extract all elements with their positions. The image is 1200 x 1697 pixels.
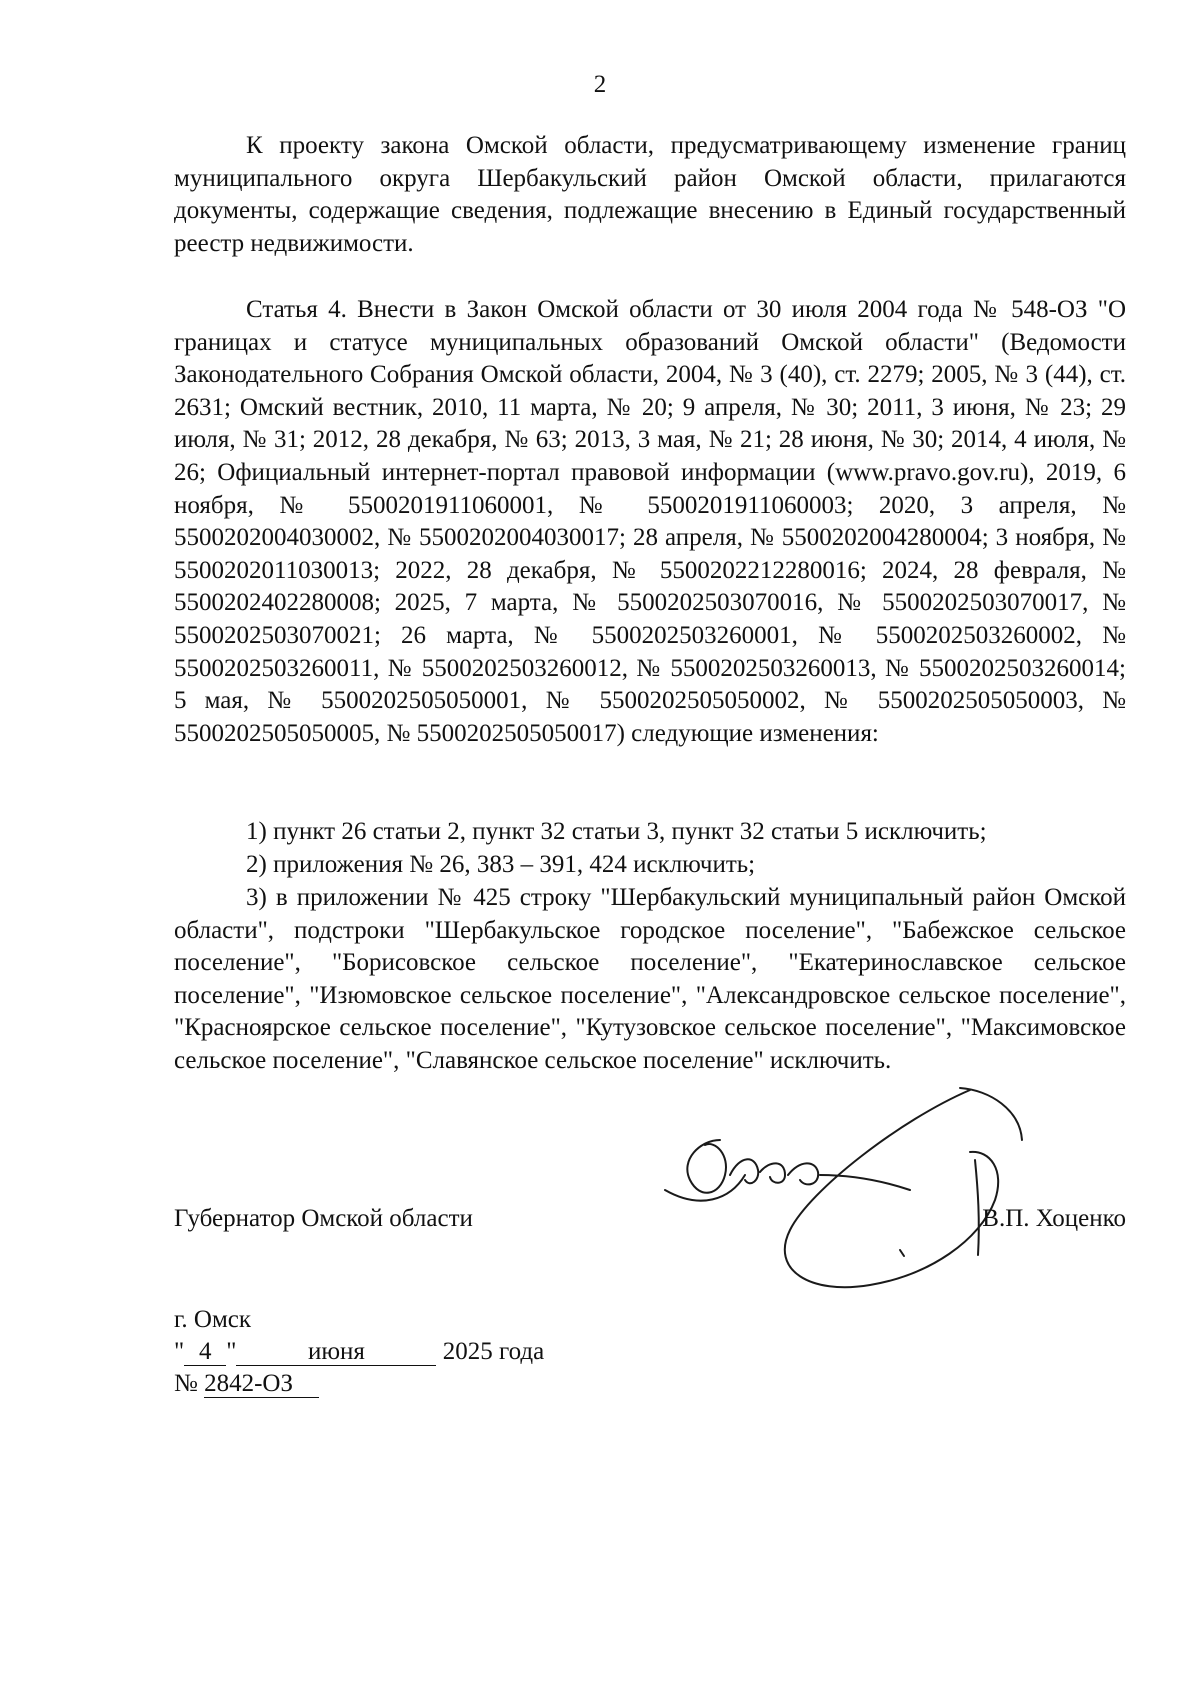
place: г. Омск [174, 1306, 252, 1333]
signer-title: Губернатор Омской области [174, 1205, 473, 1232]
list-item-1: 1) пункт 26 статьи 2, пункт 32 статьи 3, пункт 32 статьи 5 исключить; [246, 818, 987, 845]
paragraph-article-4: Статья 4. Внести в Закон Омской области от 30 июля 2004 года № 548-ОЗ "О границах и статусе муниципальных образований Омской области" (Ведомости Законодательного Собрания Омской области, 2004, № 3 (40), ст. 2279; 2005, № 3 (44), ст. 2631; Омский вестник, 2010, 11 марта, № 20; 9 апреля, № 30; 2011, 3 июня, № 23; 29 июля, № 31; 2012, 28 декабря, № 63; 2013, 3 мая, № 21; 28 июня, № 30; 2014, 4 июля, № 26; Официальный интернет-портал правовой информации (www.pravo.gov.ru), 2019, 6 ноября, № 5500201911060001, № 5500201911060003; 2020, 3 апреля, № 5500202004030002, № 5500202004030017; 28 апреля, № 5500202004280004; 3 ноября, № 5500202011030013; 2022, 28 декабря, № 5500202212280016; 2024, 28 февраля, № 5500202402280008; 2025, 7 марта, № 5500202503070016, № 5500202503070017, № 5500202503070021; 26 марта, № 5500202503260001, № 5500202503260002, № 5500202503260011, № 5500202503260012, № 5500202503260013, № 5500202503260014; 5 мая, № 5500202505050001, № 5500202505050002, № 5500202505050003, № 5500202505050005, № 5500202505050017) следующие изменения: [174, 296, 1126, 747]
page-number: 2 [593, 71, 607, 98]
law-number-line [174, 1368, 544, 1400]
place-date-block [174, 1304, 544, 1400]
date-line [174, 1336, 544, 1368]
law-number-value: 2842-ОЗ [204, 1371, 319, 1398]
date-month: июня [236, 1339, 436, 1366]
signer-name: В.П. Хоценко [982, 1205, 1126, 1232]
date-day: 4 [184, 1339, 226, 1366]
law-number-prefix: № [174, 1370, 198, 1397]
handwritten-signature [660, 1080, 1080, 1300]
date-quote-close: " [226, 1338, 237, 1365]
date-year: 2025 года [442, 1338, 545, 1365]
list-item-3: 3) в приложении № 425 строку "Шербакульский муниципальный район Омской области", подстроки "Шербакульское городское поселение", "Бабежское сельское поселение", "Борисовское сельское поселение", "Екатеринославское сельское поселение", "Изюмовское сельское поселение", "Александровское сельское поселение", "Красноярское сельское поселение", "Кутузовское сельское поселение", "Максимовское сельское поселение", "Славянское сельское поселение" исключить. [174, 884, 1126, 1074]
paragraph-attachments: К проекту закона Омской области, предусматривающему изменение границ муниципального округа Шербакульский район Омской области, прилагаются документы, содержащие сведения, подлежащие внесению в Единый государственный реестр недвижимости. [174, 132, 1126, 257]
list-item-2: 2) приложения № 26, 383 – 391, 424 исключить; [246, 851, 756, 878]
date-quote-open: " [174, 1338, 185, 1365]
